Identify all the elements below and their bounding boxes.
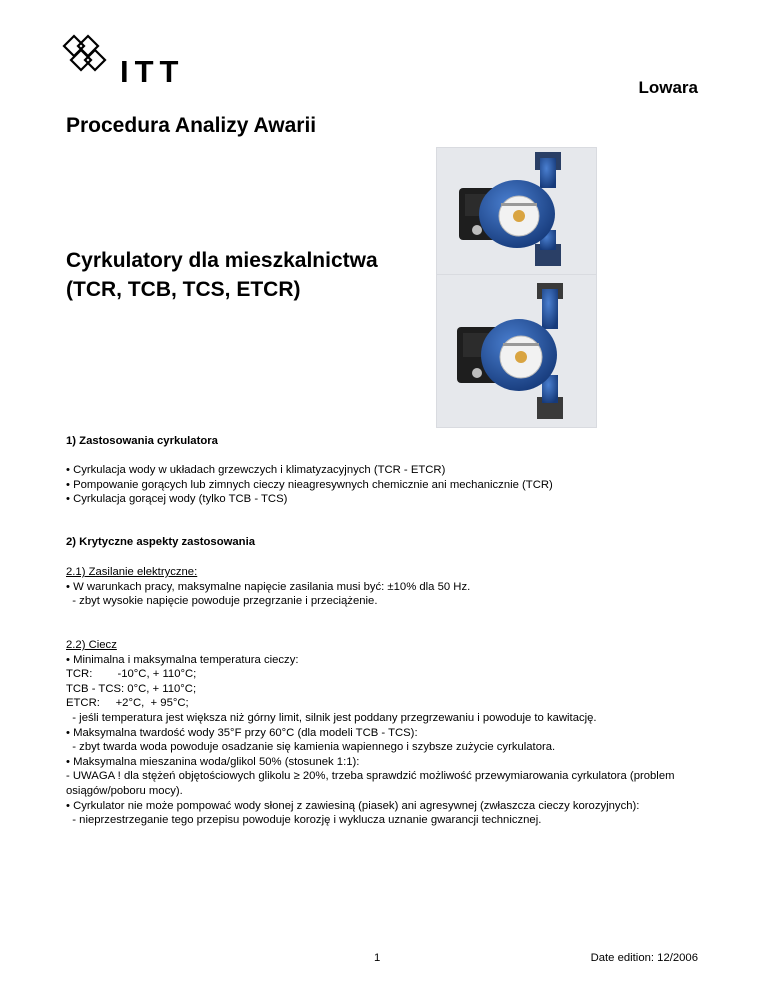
list-item: • Cyrkulacja wody w układach grzewczych i klimatyzacyjnych (TCR - ETCR) (66, 464, 446, 476)
list-item: - zbyt wysokie napięcie powoduje przegrzanie i przeciążenie. (66, 595, 378, 608)
date-edition: Date edition: 12/2006 (590, 952, 698, 964)
section-2-2-heading: 2.2) Ciecz (66, 639, 117, 651)
list-item: • W warunkach pracy, maksymalne napięcie zasilania musi być: ±10% dla 50 Hz. (66, 580, 471, 593)
page-number: 1 (374, 952, 381, 964)
section-2-1-heading: 2.1) Zasilanie elektryczne: (66, 566, 198, 578)
section-2-heading: 2) Krytyczne aspekty zastosowania (66, 536, 255, 548)
pump-photo-bottom (436, 274, 597, 428)
product-title (66, 246, 378, 304)
list-item: - jeśli temperatura jest większa niż górny limit, silnik jest poddany przegrzewaniu i powoduje to kawitację. (66, 711, 597, 724)
section-2-1 (66, 565, 706, 609)
pump-photo-top (436, 147, 597, 276)
temp-row-etcr: ETCR: +2°C, + 95°C; (66, 697, 189, 710)
page-title: Procedura Analizy Awarii (66, 114, 317, 137)
list-item: • Maksymalna mieszanina woda/glikol 50% (stosunek 1:1): (66, 755, 360, 768)
list-item: - UWAGA ! dla stężeń objętościowych glikolu ≥ 20%, trzeba sprawdzić możliwość przewymiarowania cyrkulatora (problem osiągów/poboru mocy). (66, 770, 675, 797)
section-1-list (66, 463, 706, 507)
temp-row-tcb-tcs: TCB - TCS: 0°C, + 110°C; (66, 682, 197, 695)
list-item: • Cyrkulator nie może pompować wody słonej z zawiesiną (piasek) ani agresywnej (zwłaszcza cieczy korozyjnych): (66, 799, 640, 812)
list-item: • Minimalna i maksymalna temperatura cieczy: (66, 653, 299, 666)
list-item: - zbyt twarda woda powoduje osadzanie się kamienia wapiennego i szybsze zużycie cyrkulatora. (66, 741, 556, 754)
list-item: • Maksymalna twardość wody 35°F przy 60°C (dla modeli TCB - TCS): (66, 726, 418, 739)
section-1-heading: 1) Zastosowania cyrkulatora (66, 435, 218, 447)
circulator-pump-image (437, 148, 596, 275)
circulator-pump-image (437, 275, 596, 427)
product-title-line1: Cyrkulatory dla mieszkalnictwa (66, 249, 378, 272)
list-item: - nieprzestrzeganie tego przepisu powoduje korozję i wyklucza uznanie gwarancji technicznej. (66, 814, 542, 827)
product-title-line2: (TCR, TCB, TCS, ETCR) (66, 278, 301, 301)
logo-text: ITT (120, 54, 185, 89)
temp-row-tcr: TCR: -10°C, + 110°C; (66, 668, 197, 681)
list-item: • Cyrkulacja gorącej wody (tylko TCB - TCS) (66, 493, 288, 506)
list-item: • Pompowanie gorących lub zimnych cieczy nieagresywnych chemicznie ani mechanicznie (TCR) (66, 478, 553, 491)
brand-name: Lowara (638, 78, 698, 97)
section-2-2 (66, 638, 706, 828)
